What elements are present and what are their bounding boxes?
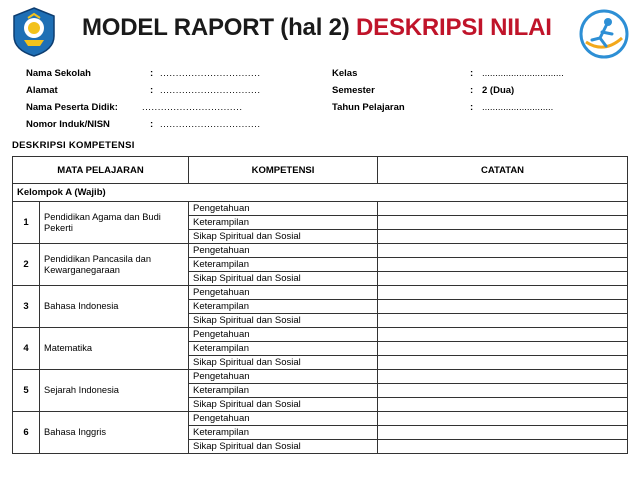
group-label: Kelompok A (Wajib)	[13, 184, 628, 202]
subject-number: 2	[13, 244, 40, 286]
competency-label: Sikap Spiritual dan Sosial	[189, 398, 378, 412]
catatan-cell[interactable]	[378, 412, 628, 426]
competency-label: Pengetahuan	[189, 328, 378, 342]
competency-label: Sikap Spiritual dan Sosial	[189, 230, 378, 244]
competency-label: Pengetahuan	[189, 244, 378, 258]
kurikulum-2013-logo-icon	[578, 8, 630, 60]
header	[0, 0, 638, 62]
competency-label: Keterampilan	[189, 384, 378, 398]
table-body	[13, 184, 628, 454]
catatan-cell[interactable]	[378, 426, 628, 440]
info-value-semester: 2 (Dua)	[482, 85, 515, 96]
competency-label: Keterampilan	[189, 300, 378, 314]
table-row	[13, 412, 628, 426]
info-label-tahun-pelajaran: Tahun Pelajaran	[332, 102, 405, 113]
info-label-nama-peserta-didik: Nama Peserta Didik:	[26, 102, 118, 113]
catatan-cell[interactable]	[378, 328, 628, 342]
catatan-cell[interactable]	[378, 342, 628, 356]
header-kompetensi: KOMPETENSI	[189, 157, 378, 184]
student-info	[12, 66, 632, 134]
subject-number: 5	[13, 370, 40, 412]
subject-name: Bahasa Indonesia	[40, 286, 189, 328]
catatan-cell[interactable]	[378, 440, 628, 454]
catatan-cell[interactable]	[378, 216, 628, 230]
competency-label: Sikap Spiritual dan Sosial	[189, 314, 378, 328]
subject-name: Pendidikan Agama dan Budi Pekerti	[40, 202, 189, 244]
catatan-cell[interactable]	[378, 384, 628, 398]
catatan-cell[interactable]	[378, 300, 628, 314]
competency-label: Keterampilan	[189, 258, 378, 272]
title-accent: DESKRIPSI NILAI	[356, 14, 552, 41]
catatan-cell[interactable]	[378, 258, 628, 272]
info-colon: :	[150, 68, 154, 79]
info-row	[12, 117, 632, 134]
subject-name: Bahasa Inggris	[40, 412, 189, 454]
info-value-tahun-pelajaran: ...........................	[482, 102, 554, 113]
catatan-cell[interactable]	[378, 272, 628, 286]
subject-name: Matematika	[40, 328, 189, 370]
info-value-nomor-induk: ................................	[160, 119, 261, 130]
subject-number: 4	[13, 328, 40, 370]
catatan-cell[interactable]	[378, 398, 628, 412]
tut-wuri-handayani-emblem-icon	[10, 6, 58, 58]
competency-label: Sikap Spiritual dan Sosial	[189, 356, 378, 370]
table-row	[13, 286, 628, 300]
table-row	[13, 370, 628, 384]
info-row	[12, 100, 632, 117]
header-mata-pelajaran: MATA PELAJARAN	[13, 157, 189, 184]
info-colon: :	[150, 85, 154, 96]
info-colon: :	[150, 119, 154, 130]
table-header-row	[13, 157, 628, 184]
info-colon: :	[470, 102, 474, 113]
section-title: DESKRIPSI KOMPETENSI	[12, 140, 135, 151]
info-colon: :	[470, 85, 474, 96]
info-value-nama-peserta-didik: ................................	[142, 102, 243, 113]
info-row	[12, 83, 632, 100]
subject-number: 3	[13, 286, 40, 328]
catatan-cell[interactable]	[378, 314, 628, 328]
subject-number: 1	[13, 202, 40, 244]
info-row	[12, 66, 632, 83]
info-label-semester: Semester	[332, 85, 375, 96]
info-value-nama-sekolah: ................................	[160, 68, 261, 79]
info-value-alamat: ................................	[160, 85, 261, 96]
table-row	[13, 244, 628, 258]
competency-label: Sikap Spiritual dan Sosial	[189, 272, 378, 286]
competency-label: Keterampilan	[189, 342, 378, 356]
competency-label: Pengetahuan	[189, 370, 378, 384]
info-value-kelas: ...............................	[482, 68, 564, 79]
catatan-cell[interactable]	[378, 230, 628, 244]
subject-name: Sejarah Indonesia	[40, 370, 189, 412]
catatan-cell[interactable]	[378, 356, 628, 370]
table-row	[13, 202, 628, 216]
info-label-kelas: Kelas	[332, 68, 358, 79]
info-label-alamat: Alamat	[26, 85, 58, 96]
catatan-cell[interactable]	[378, 370, 628, 384]
competency-label: Pengetahuan	[189, 202, 378, 216]
info-label-nama-sekolah: Nama Sekolah	[26, 68, 91, 79]
subject-name: Pendidikan Pancasila dan Kewarganegaraan	[40, 244, 189, 286]
title-main: MODEL RAPORT (hal 2)	[82, 14, 350, 41]
group-row	[13, 184, 628, 202]
competency-label: Keterampilan	[189, 216, 378, 230]
competency-label: Keterampilan	[189, 426, 378, 440]
info-colon: :	[470, 68, 474, 79]
competency-label: Pengetahuan	[189, 412, 378, 426]
competency-label: Pengetahuan	[189, 286, 378, 300]
competency-table	[12, 156, 628, 454]
table-row	[13, 328, 628, 342]
catatan-cell[interactable]	[378, 286, 628, 300]
subject-number: 6	[13, 412, 40, 454]
info-label-nomor-induk: Nomor Induk/NISN	[26, 119, 110, 130]
page-title	[82, 14, 552, 42]
competency-label: Sikap Spiritual dan Sosial	[189, 440, 378, 454]
catatan-cell[interactable]	[378, 202, 628, 216]
header-catatan: CATATAN	[378, 157, 628, 184]
catatan-cell[interactable]	[378, 244, 628, 258]
